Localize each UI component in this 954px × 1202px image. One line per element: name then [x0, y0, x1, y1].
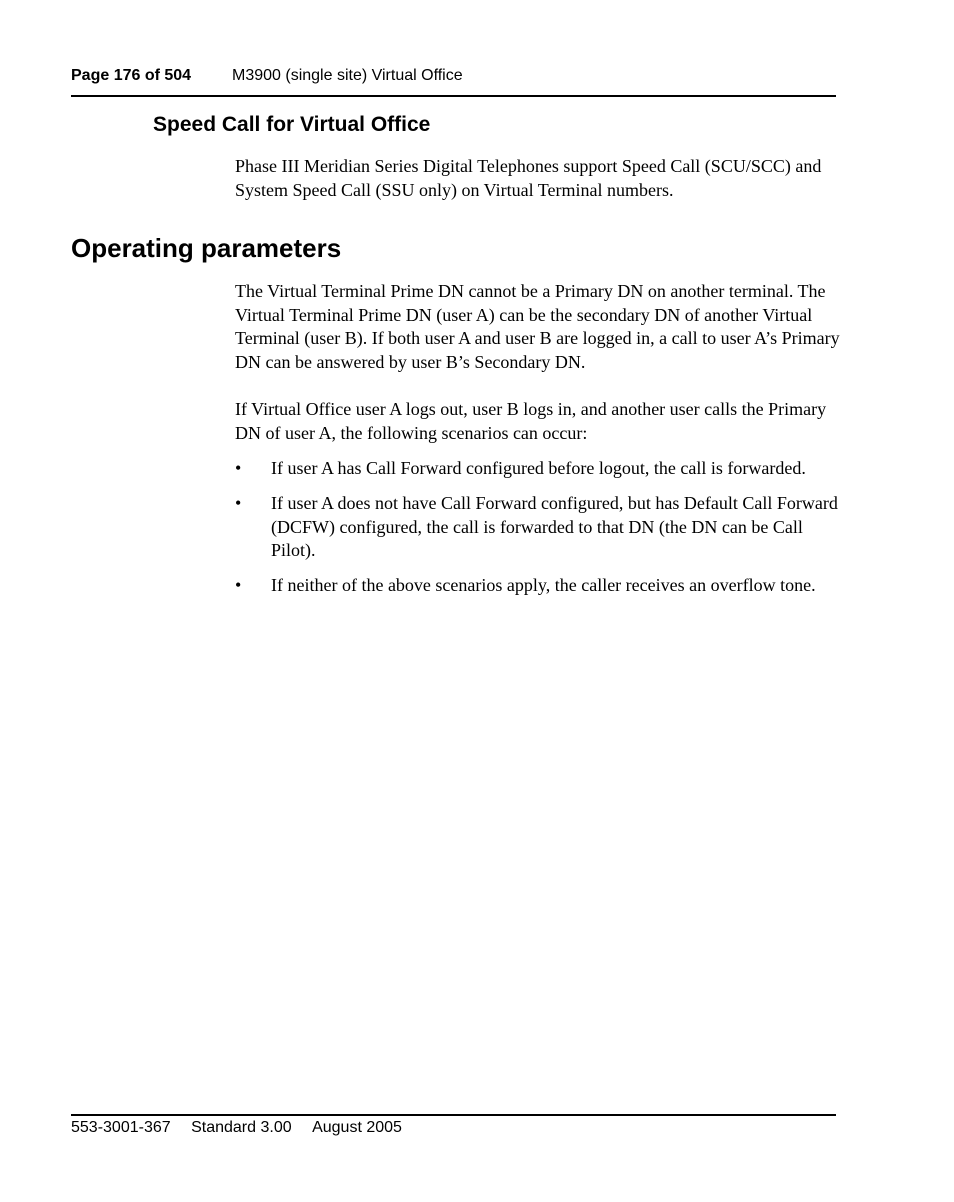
page-header — [71, 66, 836, 86]
speed-call-heading: Speed Call for Virtual Office — [153, 113, 431, 136]
bullet-icon: • — [235, 575, 242, 595]
document-date: August 2005 — [312, 1119, 402, 1136]
list-item — [235, 457, 840, 481]
operating-parameters-heading: Operating parameters — [71, 233, 342, 263]
bullet-icon: • — [235, 493, 242, 513]
page-number: Page 176 of 504 — [71, 67, 192, 84]
list-item — [235, 492, 840, 563]
operating-paragraph-2: If Virtual Office user A logs out, user B logs in, and another user calls the Primary DN of user A, the following scenarios can occur: — [235, 399, 827, 443]
list-item-text: If neither of the above scenarios apply, the caller receives an overflow tone. — [271, 575, 816, 595]
scenario-list — [235, 457, 840, 609]
footer-divider — [71, 1114, 836, 1116]
page-footer — [71, 1118, 402, 1138]
document-title: M3900 (single site) Virtual Office — [232, 67, 463, 84]
operating-paragraph-1: The Virtual Terminal Prime DN cannot be a Primary DN on another terminal. The Virtual Terminal Prime DN (user A) can be the secondary DN of another Virtual Terminal (user B). If both user A and user B are logged in, a call to user A’s Primary DN can be answered by user B’s Secondary DN. — [235, 281, 840, 372]
list-item — [235, 574, 840, 598]
bullet-icon: • — [235, 458, 242, 478]
header-divider — [71, 95, 836, 97]
document-number: 553-3001-367 — [71, 1119, 171, 1136]
speed-call-paragraph: Phase III Meridian Series Digital Telephones support Speed Call (SCU/SCC) and System Speed Call (SSU only) on Virtual Terminal numbers. — [235, 156, 822, 200]
list-item-text: If user A has Call Forward configured before logout, the call is forwarded. — [271, 458, 806, 478]
list-item-text: If user A does not have Call Forward configured, but has Default Call Forward (DCFW) configured, the call is forwarded to that DN (the DN can be Call Pilot). — [271, 493, 838, 560]
document-issue: Standard 3.00 — [191, 1119, 292, 1136]
